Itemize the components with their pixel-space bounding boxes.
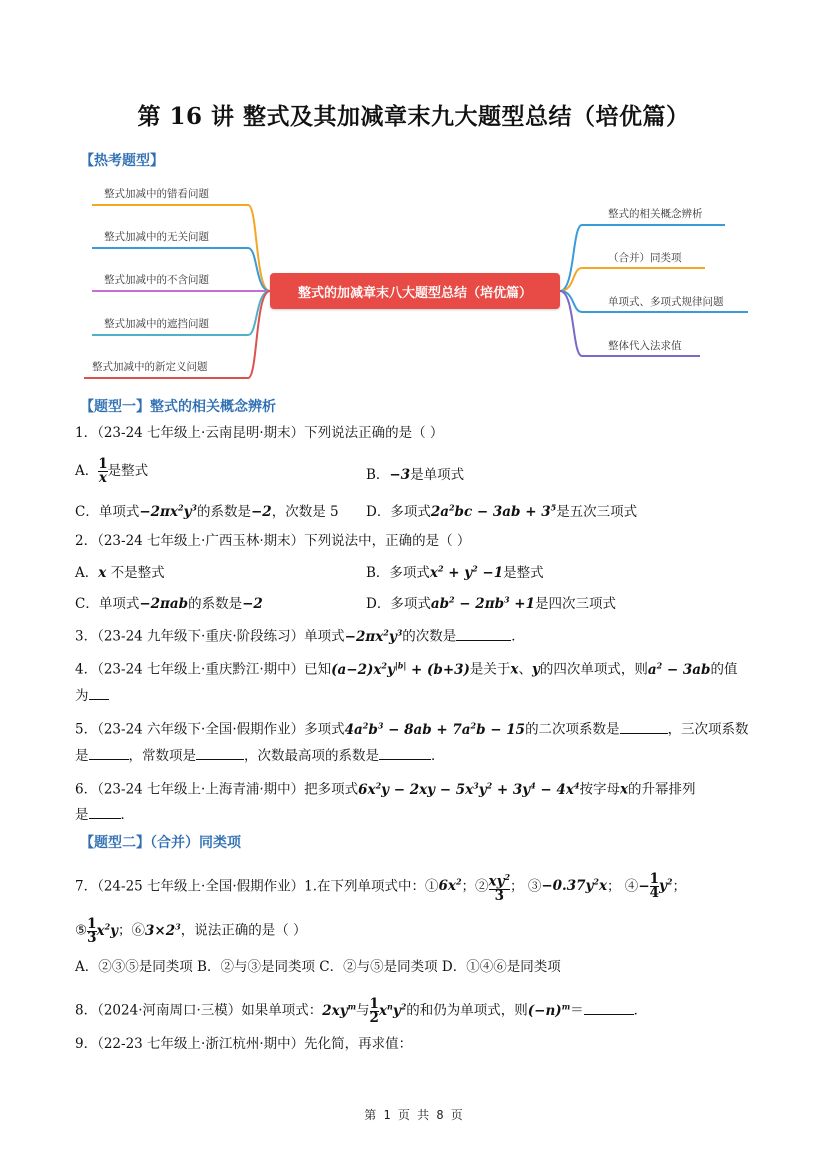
question-3: 3．（23-24 九年级下·重庆·阶段练习）单项式$-2\pi x^2y^3$的次数是 ． — [75, 627, 525, 645]
question-1-stem: 1．（23-24 七年级上·云南昆明·期末）下列说法正确的是（ ） — [75, 425, 444, 441]
question-1-option-d: D．多项式$2a^2bc - 3ab + 3^5$是五次三项式 — [366, 502, 638, 520]
mindmap-right-3: 单项式、多项式规律问题 — [608, 296, 724, 308]
mindmap-left-3: 整式加减中的不含问题 — [104, 274, 209, 286]
question-2-option-b: B．多项式$x^2 + y^2 -1$是整式 — [366, 563, 544, 581]
question-7: 7．（24-25 七年级上·全国·假期作业）1.在下列单项式中：$①6x^2$；② $\frac{xy^2}{3}$ ； $③-0.37y^2x$； ④− $\frac{1}{4}$ $y^2$； — [75, 871, 686, 904]
section-type-1: 【题型一】整式的相关概念辨析 — [80, 399, 276, 415]
question-4: 4．（23-24 七年级上·重庆黔江·期中）已知$(a-2)x^2y^{|b|} + (b+3)$是关于x、y的四次单项式，则$a^2 - 3ab$的值 — [75, 660, 738, 678]
question-6-cont: 是 ． — [75, 804, 767, 825]
question-2-option-a: A．x 不是整式 — [75, 565, 165, 581]
question-4-cont: 为 — [75, 685, 767, 706]
question-7-cont: ⑤ $\frac{1}{3}$ $x^2y$；$⑥3\times 2^3$，说法正确的是（ ） — [75, 915, 307, 946]
mindmap-right-4: 整体代入法求值 — [608, 340, 682, 352]
question-1-option-b: B．−3是单项式 — [366, 467, 465, 483]
mindmap-left-2: 整式加减中的无关问题 — [104, 231, 209, 243]
question-5: 5．（23-24 六年级下·全国·假期作业）多项式$4a^2b^3 - 8ab + 7a^2b - 15$的二次项系数是 ，三次项系数 — [75, 720, 749, 738]
question-1-option-a: A． $\frac{1}{x}$ 是整式 — [75, 456, 149, 486]
mindmap-right-1: 整式的相关概念辨析 — [608, 208, 703, 220]
question-2-stem: 2．（23-24 七年级上·广西玉林·期末）下列说法中，正确的是（ ） — [75, 533, 471, 549]
section-type-2: 【题型二】（合并）同类项 — [80, 835, 241, 851]
page-title: 第 16 讲 整式及其加减章末九大题型总结（培优篇） — [137, 103, 690, 130]
page-footer: 第 1 页 共 8 页 — [364, 1108, 463, 1122]
mindmap-center-node: 整式的加减章末八大题型总结（培优篇） — [270, 273, 560, 309]
question-5-cont: 是 ，常数项是 ，次数最高项的系数是 ． — [75, 745, 767, 766]
mindmap-left-1: 整式加减中的错看问题 — [104, 188, 209, 200]
question-6: 6．（23-24 七年级上·上海青浦·期中）把多项式$6x^2y - 2xy - 5x^3y^2 + 3y^4 - 4x^4$按字母x的升幂排列 — [75, 780, 696, 798]
question-8: 8．（2024·河南周口·三模）如果单项式：$2xy^m$与 $\frac{1}{2}$ $x^ny^2$的和仍为单项式，则$(-n)^m=$ ． — [75, 995, 648, 1026]
question-1-option-c: C．单项式$-2\pi x^2y^3$的系数是−2，次数是 5 — [75, 502, 339, 520]
section-hot-topics: 【热考题型】 — [80, 153, 164, 169]
mindmap-left-5: 整式加减中的新定义问题 — [92, 361, 208, 373]
question-7-options: A．②③⑤是同类项 B．②与③是同类项 C．②与⑤是同类项 D．①④⑥是同类项 — [75, 959, 561, 975]
question-2-option-d: D．多项式$ab^2 - 2\pi b^3 +1$是四次三项式 — [366, 594, 617, 612]
mindmap-left-4: 整式加减中的遮挡问题 — [104, 318, 209, 330]
mindmap-right-2: （合并）同类项 — [608, 252, 682, 264]
question-2-option-c: C．单项式−2πab的系数是−2 — [75, 596, 263, 612]
question-9: 9．（22-23 七年级上·浙江杭州·期中）先化简，再求值： — [75, 1036, 413, 1052]
